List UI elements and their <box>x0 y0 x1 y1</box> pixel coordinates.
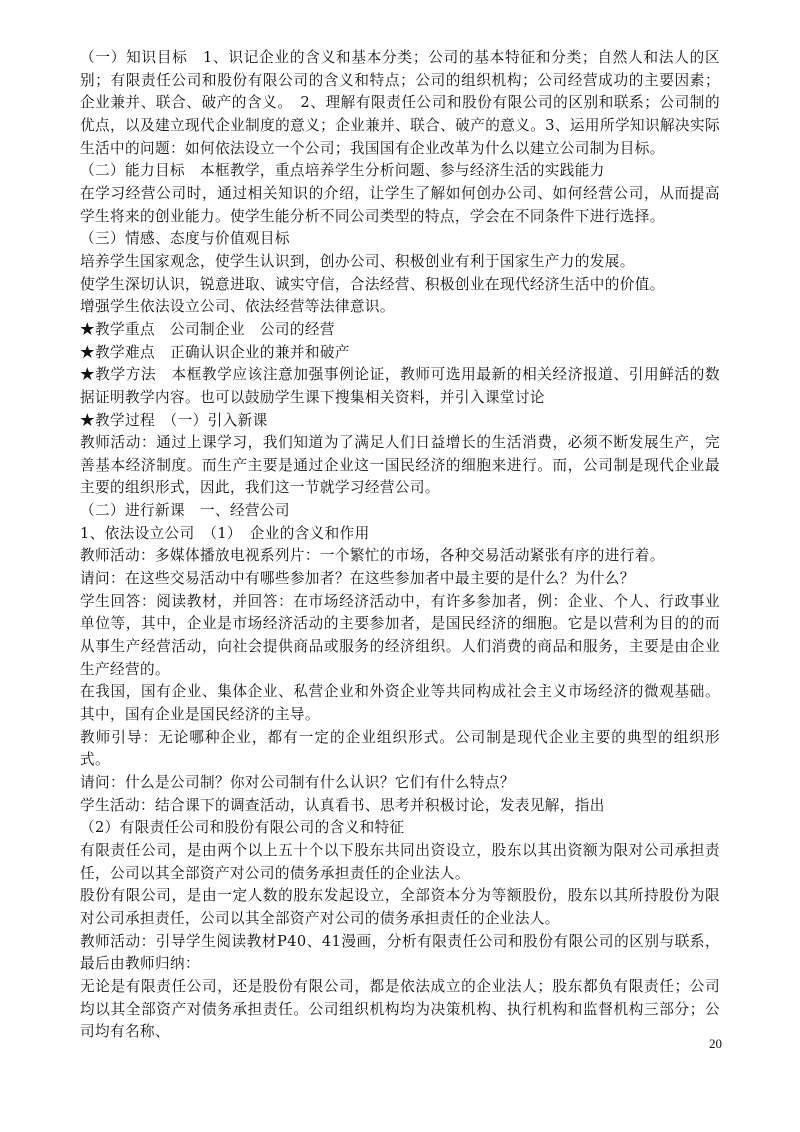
paragraph-values-1: 培养学生国家观念，使学生认识到，创办公司、积极创业有利于国家生产力的发展。 <box>80 252 635 270</box>
paragraph-knowledge-goals: （一）知识目标 1、识记企业的含义和基本分类；公司的基本特征和分类；自然人和法人的区别；有限责任公司和股份有限公司的含义和特点；公司的组织机构；公司经营成功的主要因素；企业兼并、联合、破产的含义。 2、理解有限责任公司和股份有限公司的区别和联系；公司制的优点，以及建立现代企业制度的意义；企业兼并、联合、破产的意义。3、运用所学知识解决实际生活中的问题：如何依法设立一个公司；我国国有企业改革为什么以建立公司制为目标。 <box>80 49 720 157</box>
document-body <box>80 47 720 1044</box>
paragraph-section-company-types: （2）有限责任公司和股份有限公司的含义和特征 <box>80 819 405 837</box>
paragraph-values-goals: （三）情感、态度与价值观目标 <box>80 230 290 248</box>
paragraph-teacher-activity-video: 教师活动：多媒体播放电视系列片：一个繁忙的市场，各种交易活动紧张有序的进行着。 <box>80 547 665 565</box>
paragraph-teacher-activity-intro: 教师活动：通过上课学习，我们知道为了满足人们日益增长的生活消费，必须不断发展生产，完善基本经济制度。而生产主要是通过企业这一国民经济的细胞来进行。而，公司制是现代企业最主要的组织形式，因此，我们这一节就学习经营公司。 <box>80 434 720 497</box>
paragraph-ability-goals: （二）能力目标 本框教学，重点培养学生分析问题、参与经济生活的实践能力 <box>80 162 605 180</box>
paragraph-new-lesson: （二）进行新课 一、经营公司 <box>80 502 290 520</box>
paragraph-teacher-guide: 教师引导：无论哪种企业，都有一定的企业组织形式。公司制是现代企业主要的典型的组织形式。 <box>80 728 720 769</box>
paragraph-question-company: 请问：什么是公司制？你对公司制有什么认识？它们有什么特点？ <box>80 774 515 791</box>
paragraph-section-establish: 1、依法设立公司 （1） 企业的含义和作用 <box>80 524 370 542</box>
paragraph-values-2: 使学生深切认识，锐意进取、诚实守信，合法经营、积极创业在现代经济生活中的价值。 <box>80 275 665 293</box>
paragraph-teacher-activity-comics: 教师活动：引导学生阅读教材P40、41漫画，分析有限责任公司和股份有限公司的区别与联系，最后由教师归纳： <box>80 932 720 973</box>
paragraph-difficulties: ★教学难点 正确认识企业的兼并和破产 <box>80 343 350 361</box>
paragraph-teaching-process: ★教学过程 （一）引入新课 <box>80 411 268 429</box>
paragraph-teaching-methods: ★教学方法 本框教学应该注意加强事例论证，教师可选用最新的相关经济报道、引用鲜活的数据证明教学内容。也可以鼓励学生课下搜集相关资料，并引入课堂讨论 <box>80 366 720 406</box>
paragraph-student-answer: 学生回答：阅读教材，并回答：在市场经济活动中，有许多参加者，例：企业、个人、行政事业单位等，其中，企业是市场经济活动的主要参加者，是国民经济的细胞。它是以营利为目的的而从事生产经营活动，向社会提供商品或服务的经济组织。人们消费的商品和服务，主要是由企业生产经营的。 <box>80 592 720 678</box>
paragraph-question-participants: 请问：在这些交易活动中有哪些参加者？在这些参加者中最主要的是什么？为什么？ <box>80 570 635 588</box>
paragraph-values-3: 增强学生依法设立公司、依法经营等法律意识。 <box>80 298 395 316</box>
paragraph-summary: 无论是有限责任公司，还是股份有限公司，都是依法成立的企业法人；股东都负有限责任；公司均以其全部资产对债务承担责任。公司组织机构均为决策机构、执行机构和监督机构三部分；公司均有名称、 <box>80 977 720 1041</box>
paragraph-llc-definition: 有限责任公司，是由两个以上五十个以下股东共同出资设立，股东以其出资额为限对公司承担责任，公司以其全部资产对公司的债务承担责任的企业法人。 <box>80 841 720 882</box>
paragraph-ability-detail: 在学习经营公司时，通过相关知识的介绍，让学生了解如何创办公司、如何经营公司，从而提高学生将来的创业能力。使学生能分析不同公司类型的特点，学会在不同条件下进行选择。 <box>80 184 720 225</box>
page-number: 20 <box>709 1036 722 1051</box>
paragraph-student-activity: 学生活动：结合课下的调查活动，认真看书、思考并积极讨论，发表见解，指出 <box>80 796 605 814</box>
paragraph-joint-stock-definition: 股份有限公司，是由一定人数的股东发起设立，全部资本分为等额股份，股东以其所持股份为限对公司承担责任，公司以其全部资产对公司的债务承担责任的企业法人。 <box>80 887 720 927</box>
paragraph-china-enterprises: 在我国，国有企业、集体企业、私营企业和外资企业等共同构成社会主义市场经济的微观基础。其中，国有企业是国民经济的主导。 <box>80 683 720 724</box>
paragraph-key-points: ★教学重点 公司制企业 公司的经营 <box>80 320 335 338</box>
